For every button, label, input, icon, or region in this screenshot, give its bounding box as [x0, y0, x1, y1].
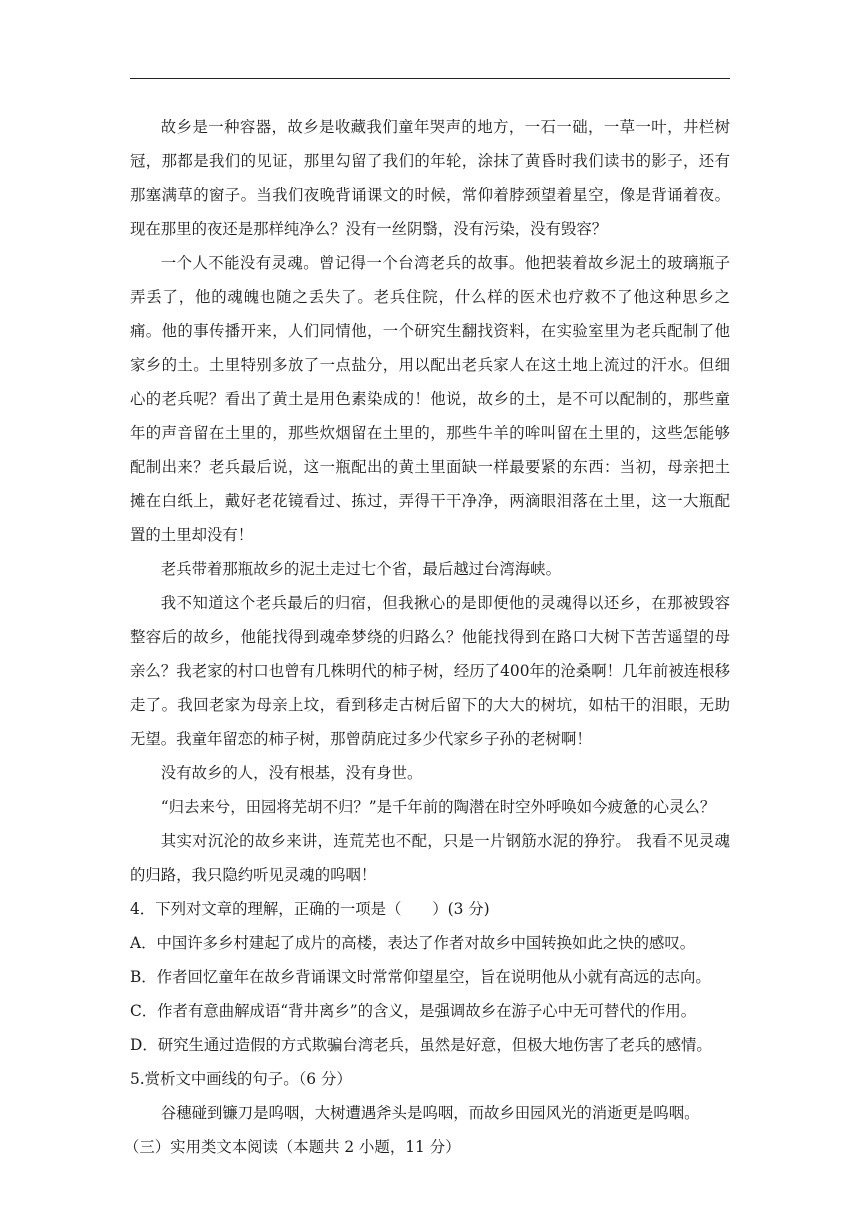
question-4-option-a: A．中国许多乡村建起了成片的高楼，表达了作者对故乡中国转换如此之快的感叹。 [130, 934, 696, 952]
question-5-quoted-sentence: 谷穗碰到镰刀是呜咽，大树遭遇斧头是呜咽，而故乡田园风光的消逝更是呜咽。 [160, 1104, 700, 1122]
paragraph-persimmon-trees: 我不知道这个老兵最后的归宿，但我揪心的是即便他的灵魂得以还乡，在那被毁容整容后的故乡，他能找得到魂牵梦绕的归路么？他能找得到在路口大树下苦苦遥望的母亲么？我老家的村口也曾有几株明代的柿子树，经历了400年的沧桑啊！几年前被连根移走了。我回老家为母亲上坟，看到移走古树后留下的大大的树坑，如枯干的泪眼，无助无望。我童年留恋的柿子树，那曾荫庇过多少代家乡子孙的老树啊！ [130, 594, 730, 748]
paragraph-tao-qian-quote: “归去来兮，田园将芜胡不归？”是千年前的陶潜在时空外呼唤如今疲惫的心灵么？ [160, 798, 716, 816]
question-4-option-c: C．作者有意曲解成语“背井离乡”的含义，是强调故乡在游子心中无可替代的作用。 [130, 1002, 697, 1020]
question-5-stem: 5.赏析文中画线的句子。（6 分） [130, 1070, 352, 1088]
section-3-heading: （三）实用类文本阅读（本题共 2 小题，11 分） [124, 1138, 461, 1156]
paragraph-no-roots: 没有故乡的人，没有根基，没有身世。 [160, 764, 423, 782]
question-4-option-d: D．研究生通过造假的方式欺骗台湾老兵，虽然是好意，但极大地伤害了老兵的感情。 [130, 1036, 712, 1054]
question-4-stem: 4．下列对文章的理解，正确的一项是（ ）(3 分) [130, 900, 490, 918]
header-rule [130, 78, 730, 79]
paragraph-strait: 老兵带着那瓶故乡的泥土走过七个省，最后越过台湾海峡。 [160, 560, 561, 578]
question-4-option-b: B．作者回忆童年在故乡背诵课文时常常仰望星空，旨在说明他从小就有高远的志向。 [130, 968, 711, 986]
paragraph-soul-road: 其实对沉沦的故乡来讲，连荒芜也不配，只是一片钢筋水泥的狰狞。 我看不见灵魂的归路，我只隐约听见灵魂的呜咽！ [130, 832, 730, 884]
article-body [124, 110, 730, 1164]
paragraph-veteran-story: 一个人不能没有灵魂。曾记得一个台湾老兵的故事。他把装着故乡泥土的玻璃瓶子弄丢了，他的魂魄也随之丢失了。老兵住院，什么样的医术也疗救不了他这种思乡之痛。他的事传播开来，人们同情他，一个研究生翻找资料，在实验室里为老兵配制了他家乡的土。土里特别多放了一点盐分，用以配出老兵家人在这土地上流过的汗水。但细心的老兵呢？看出了黄土是用色素染成的！他说，故乡的土，是不可以配制的，那些童年的声音留在土里的，那些炊烟留在土里的，那些牛羊的哞叫留在土里的，这些怎能够配制出来？老兵最后说，这一瓶配出的黄土里面缺一样最要紧的东西：当初，母亲把土摊在白纸上，戴好老花镜看过、拣过，弄得干干净净，两滴眼泪落在土里，这一大瓶配置的土里却没有！ [130, 254, 730, 544]
paragraph-container-vessel: 故乡是一种容器，故乡是收藏我们童年哭声的地方，一石一础，一草一叶，井栏树冠，那都是我们的见证，那里勾留了我们的年轮，涂抹了黄昏时我们读书的影子，还有那塞满草的窗子。当我们夜晚背诵课文的时候，常仰着脖颈望着星空，像是背诵着夜。现在那里的夜还是那样纯净么？没有一丝阴翳，没有污染，没有毁容？ [130, 118, 730, 238]
